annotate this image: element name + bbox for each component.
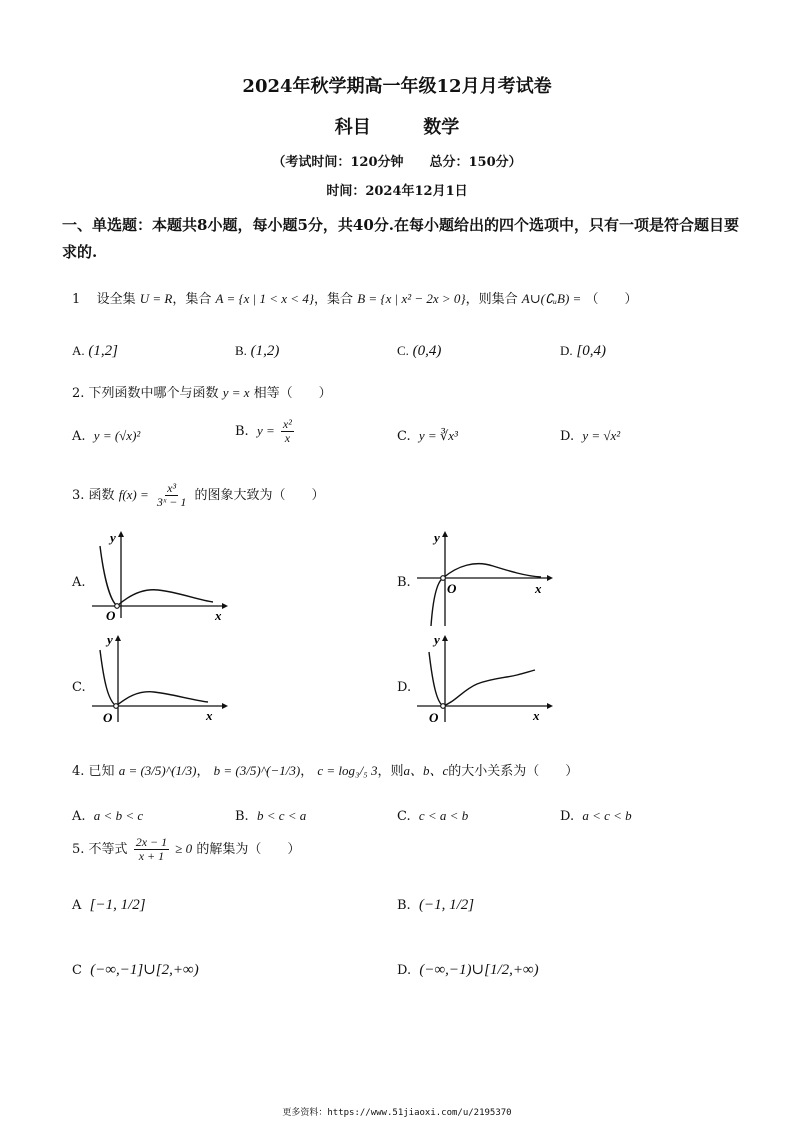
graph-option-a-label[interactable]: A. (72, 575, 86, 590)
graph-option-c[interactable] (88, 632, 230, 724)
separator: ， (300, 764, 314, 779)
option-a[interactable]: A. (1,2] (72, 343, 118, 359)
svg-text:y: y (434, 530, 440, 545)
svg-text:y: y (110, 530, 116, 545)
option-b[interactable]: B. (−1, 1/2] (397, 897, 475, 913)
option-a[interactable]: A. y = (√x)² (72, 428, 141, 444)
math-expr: A∪(∁ᵤB) = (521, 291, 582, 306)
option-d[interactable]: D. a < c < b (560, 808, 632, 824)
option-b[interactable]: B. b < c < a (235, 808, 307, 824)
question-text: 不等式 (88, 842, 128, 857)
subject-label: 科目 (334, 117, 371, 138)
question-4 (72, 760, 578, 779)
math-expr: f(x) = (118, 487, 149, 502)
svg-text:x: x (215, 608, 222, 620)
graph-option-c-label[interactable]: C. (72, 680, 86, 695)
question-text: ，集合 (314, 292, 354, 307)
graph-option-a[interactable] (88, 528, 230, 620)
question-1 (72, 288, 637, 307)
question-text: 相等（ ） (253, 386, 332, 401)
math-expr: A = {x | 1 < x < 4} (215, 291, 315, 306)
math-expr: a、b、c (403, 763, 449, 778)
question-text: 的解集为（ ） (196, 842, 301, 857)
subject-name: 数学 (423, 117, 460, 138)
question-number: 5. (72, 842, 85, 857)
graph-option-d-label[interactable]: D. (397, 680, 412, 695)
question-text: 设全集 (96, 292, 136, 307)
option-b[interactable]: B. (1,2) (235, 343, 280, 359)
option-c[interactable]: C. y = ∛x³ (397, 428, 458, 444)
svg-text:x: x (535, 581, 542, 596)
graph-option-b[interactable] (413, 528, 555, 628)
fraction: $\frac{2x - 1}{x + 1}$ (135, 835, 168, 863)
exam-date: 时间：2024年12月1日 (326, 184, 468, 199)
subject-line (0, 113, 794, 139)
option-c[interactable]: C (−∞,−1]∪[2,+∞) (72, 962, 199, 978)
question-text: 已知 (88, 764, 115, 779)
question-text: ，集合 (172, 292, 212, 307)
question-5 (72, 836, 300, 863)
math-expr: U = R (139, 291, 173, 306)
math-expr: y = x (222, 385, 250, 400)
option-a[interactable]: A [−1, 1/2] (72, 897, 146, 913)
math-expr: ≥ 0 (175, 841, 193, 856)
separator: ， (196, 764, 210, 779)
question-text: 函数 (88, 488, 115, 503)
math-expr: a = (3/5)^(1/3) (118, 763, 197, 778)
graph-option-d[interactable] (413, 632, 555, 724)
question-number: 4. (72, 764, 85, 779)
option-d[interactable]: D. [0,4) (560, 343, 606, 359)
svg-text:x: x (206, 708, 213, 723)
svg-text:O: O (103, 710, 113, 724)
math-expr: b = (3/5)^(−1/3) (213, 763, 301, 778)
svg-text:O: O (447, 581, 457, 596)
answer-blank: （ ） (585, 292, 638, 307)
question-text: ，则集合 (465, 292, 518, 307)
option-b[interactable]: B. y = $\frac{\text{x²}}{x}$ (235, 417, 292, 445)
option-c[interactable]: C. c < a < b (397, 808, 469, 824)
svg-text:x: x (533, 708, 540, 723)
question-2 (72, 382, 332, 401)
option-d[interactable]: D. y = √x² (560, 428, 621, 444)
footer-link[interactable]: 更多资料：https://www.51jiaoxi.com/u/2195370 (282, 1108, 512, 1118)
graph-option-b-label[interactable]: B. (397, 575, 411, 590)
svg-text:O: O (429, 710, 439, 724)
svg-text:O: O (106, 608, 116, 620)
svg-text:y: y (434, 632, 440, 647)
exam-title: 2024年秋学期高一年级12月月考试卷 (242, 76, 552, 97)
option-c[interactable]: C. (0,4) (397, 343, 442, 359)
exam-info: （考试时间：120分钟 总分：150分） (272, 155, 522, 170)
section-heading: 一、单选题：本题共8小题，每小题5分，共40分.在每小题给出的四个选项中，只有一项是符合题目要求的. (62, 216, 739, 261)
question-number: 2. (72, 386, 85, 401)
math-expr: c = log₃/₅ 3 (317, 763, 378, 778)
question-number: 3. (72, 488, 85, 503)
question-text: 的图象大致为（ ） (194, 488, 325, 503)
question-text: 的大小关系为（ ） (448, 764, 579, 779)
math-expr: B = {x | x² − 2x > 0} (357, 291, 466, 306)
question-text: ，则 (377, 764, 404, 779)
question-3 (72, 482, 325, 509)
option-d[interactable]: D. (−∞,−1)∪[1/2,+∞) (397, 962, 539, 978)
question-number: 1 (72, 292, 81, 307)
svg-text:y: y (107, 632, 113, 647)
option-a[interactable]: A. a < b < c (72, 808, 144, 824)
fraction: $\frac{\text{x³}}{\text{3ˣ − 1}}$ (156, 481, 187, 509)
question-text: 下列函数中哪个与函数 (88, 386, 219, 401)
